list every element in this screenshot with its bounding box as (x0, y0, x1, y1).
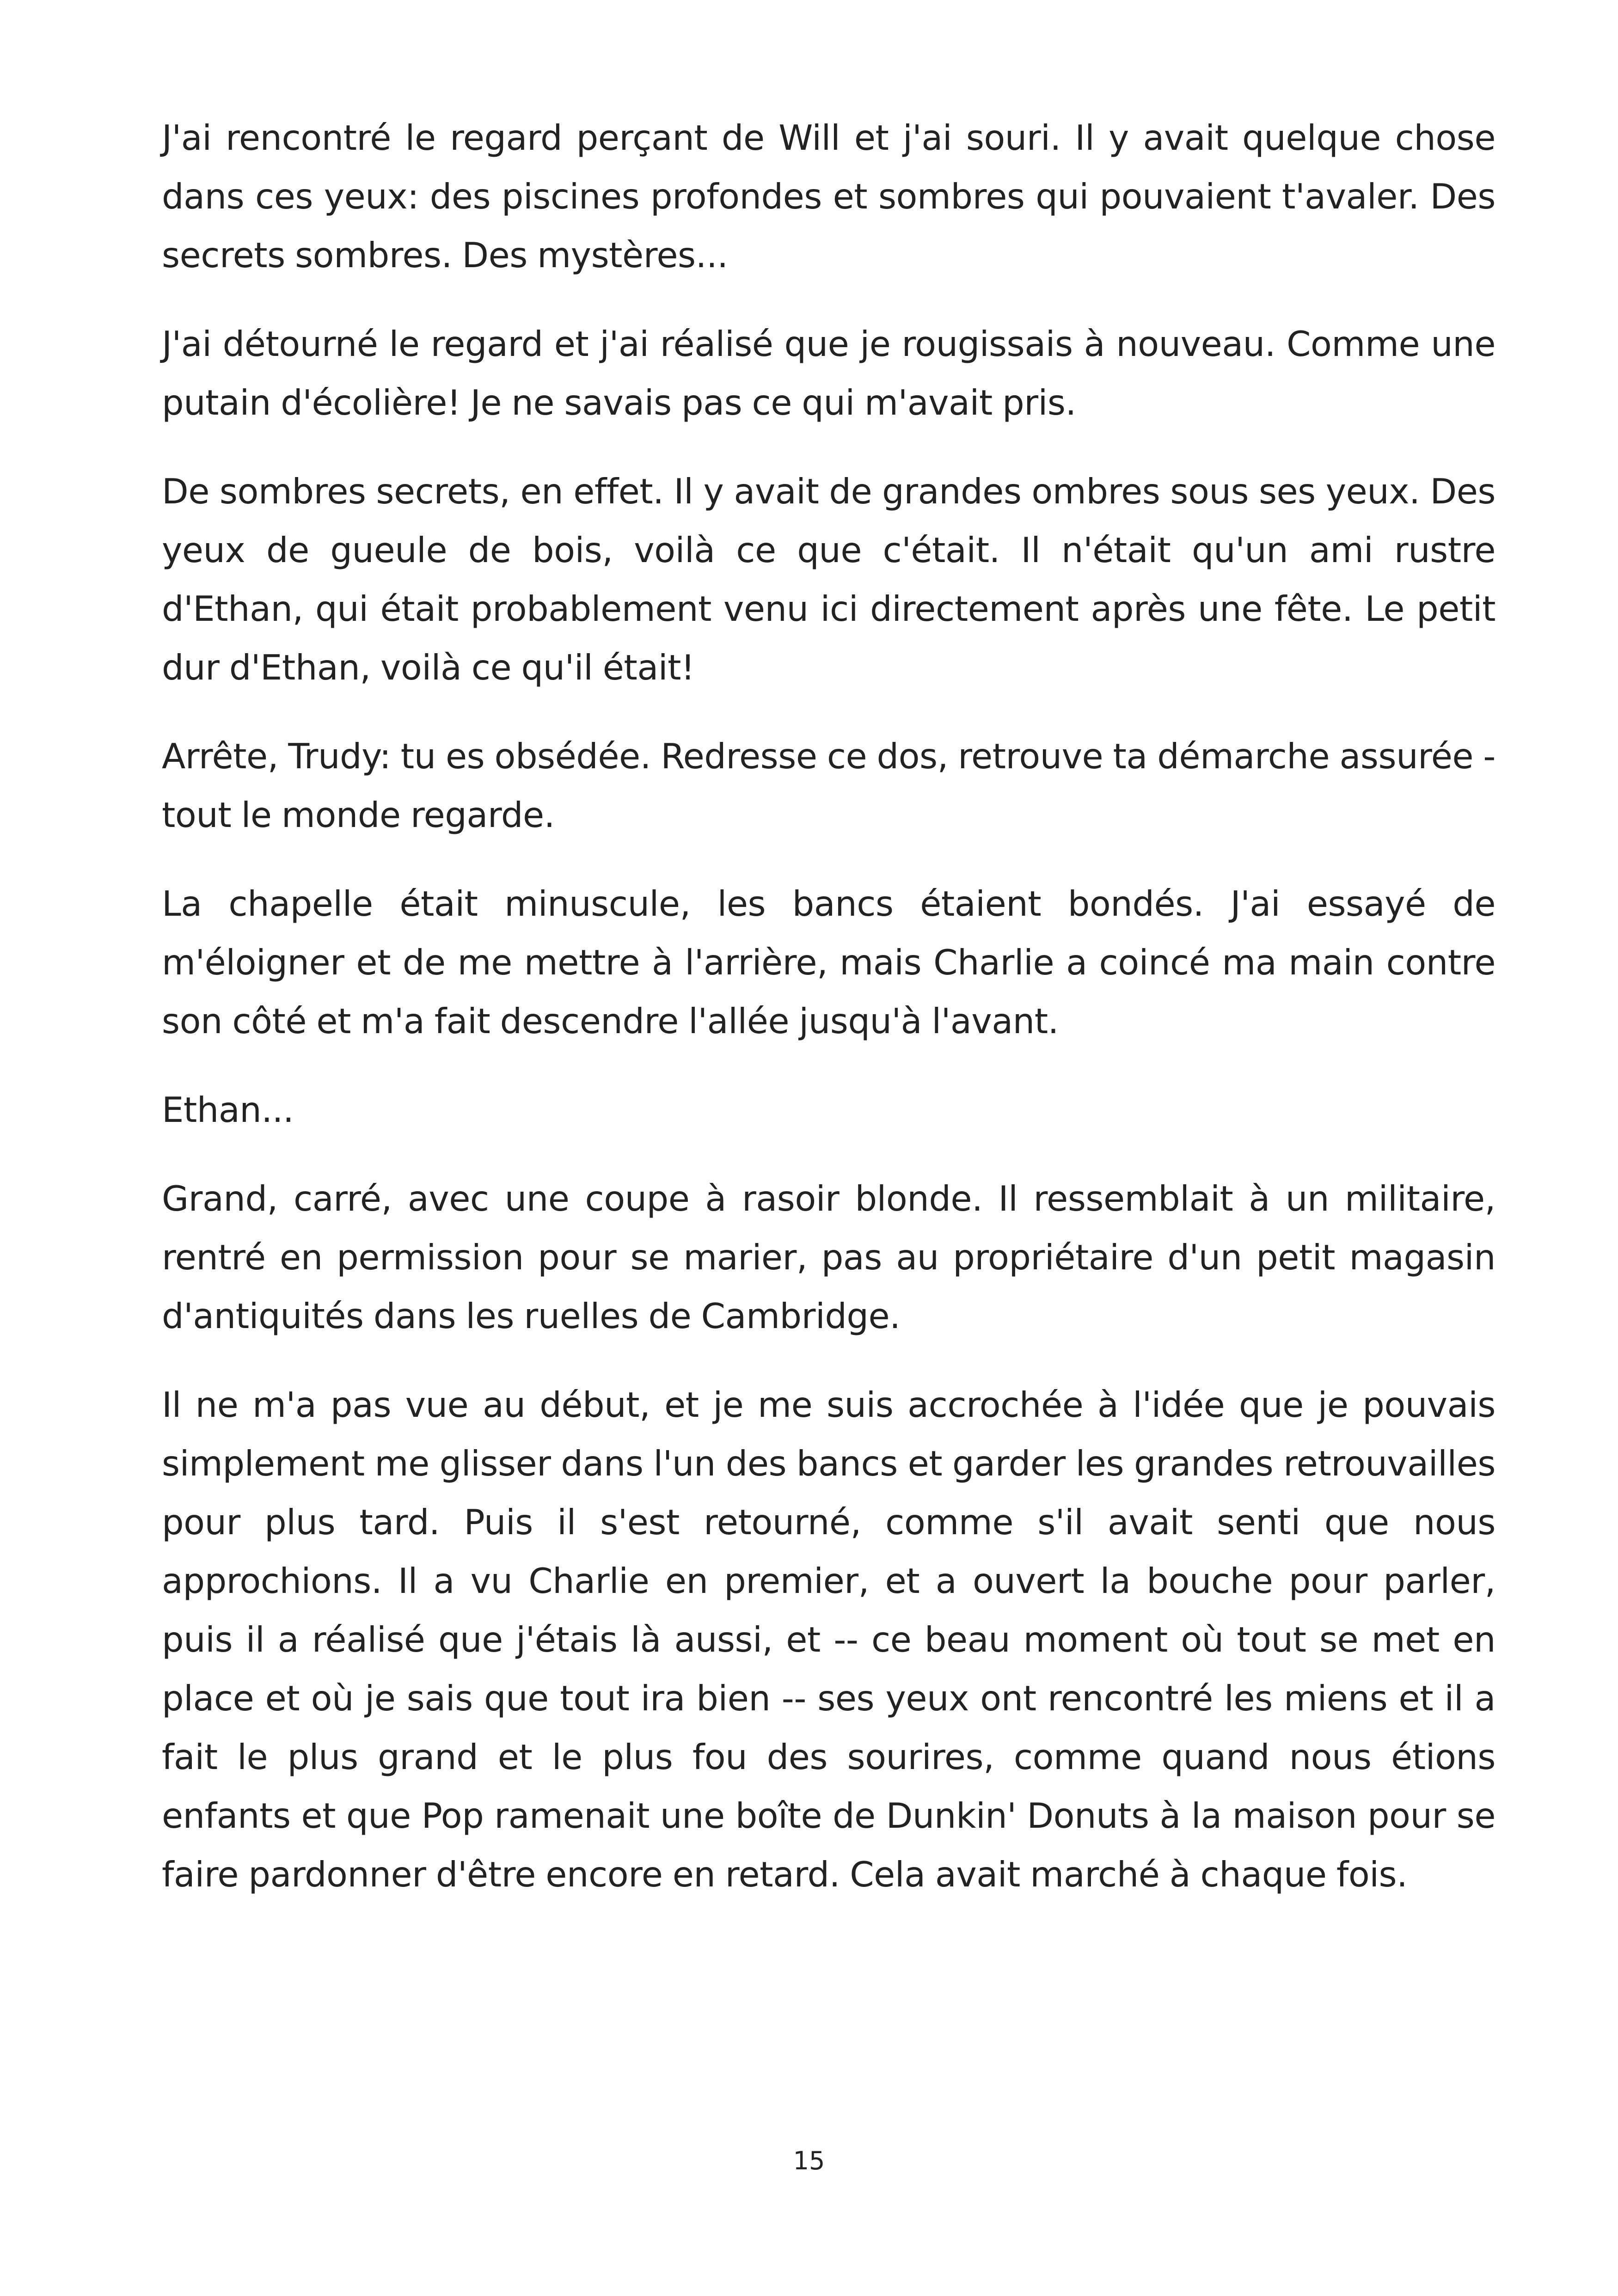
page-number: 15 (793, 2146, 825, 2175)
body-text (162, 109, 1495, 1904)
paragraph-3: De sombres secrets, en effet. Il y avait de grandes ombres sous ses yeux. Des yeux de gueule de bois, voilà ce que c'était. Il n'était qu'un ami rustre d'Ethan, qui était probablement venu ici directement après une fête. Le petit dur d'Ethan, voilà ce qu'il était! (162, 471, 1495, 688)
paragraph-1: J'ai rencontré le regard perçant de Will et j'ai souri. Il y avait quelque chose dans ces yeux: des piscines profondes et sombres qui pouvaient t'avaler. Des secrets sombres. Des mystères... (162, 117, 1495, 276)
paragraph-5: La chapelle était minuscule, les bancs étaient bondés. J'ai essayé de m'éloigner et de me mettre à l'arrière, mais Charlie a coincé ma main contre son côté et m'a fait descendre l'allée jusqu'à l'avant. (162, 883, 1495, 1041)
paragraph-4: Arrête, Trudy: tu es obsédée. Redresse ce dos, retrouve ta démarche assurée - tout le monde regarde. (162, 736, 1495, 835)
paragraph-7: Grand, carré, avec une coupe à rasoir blonde. Il ressemblait à un militaire, rentré en permission pour se marier, pas au propriétaire d'un petit magasin d'antiquités dans les ruelles de Cambridge. (162, 1178, 1495, 1336)
paragraph-6: Ethan... (162, 1090, 294, 1130)
paragraph-8: Il ne m'a pas vue au début, et je me suis accrochée à l'idée que je pouvais simplement me glisser dans l'un des bancs et garder les grandes retrouvailles pour plus tard. Puis il s'est retourné, comme s'il avait senti que nous approchions. Il a vu Charlie en premier, et a ouvert la bouche pour parler, puis il a réalisé que j'étais là aussi, et -- ce beau moment où tout se met en place et où je sais que tout ira bien -- ses yeux ont rencontré les miens et il a fait le plus grand et le plus fou des sourires, comme quand nous étions enfants et que Pop ramenait une boîte de Dunkin' Donuts à la maison pour se faire pardonner d'être encore en retard. Cela avait marché à chaque fois. (162, 1384, 1495, 1895)
paragraph-2: J'ai détourné le regard et j'ai réalisé que je rougissais à nouveau. Comme une putain d'écolière! Je ne savais pas ce qui m'avait pris. (162, 324, 1495, 423)
